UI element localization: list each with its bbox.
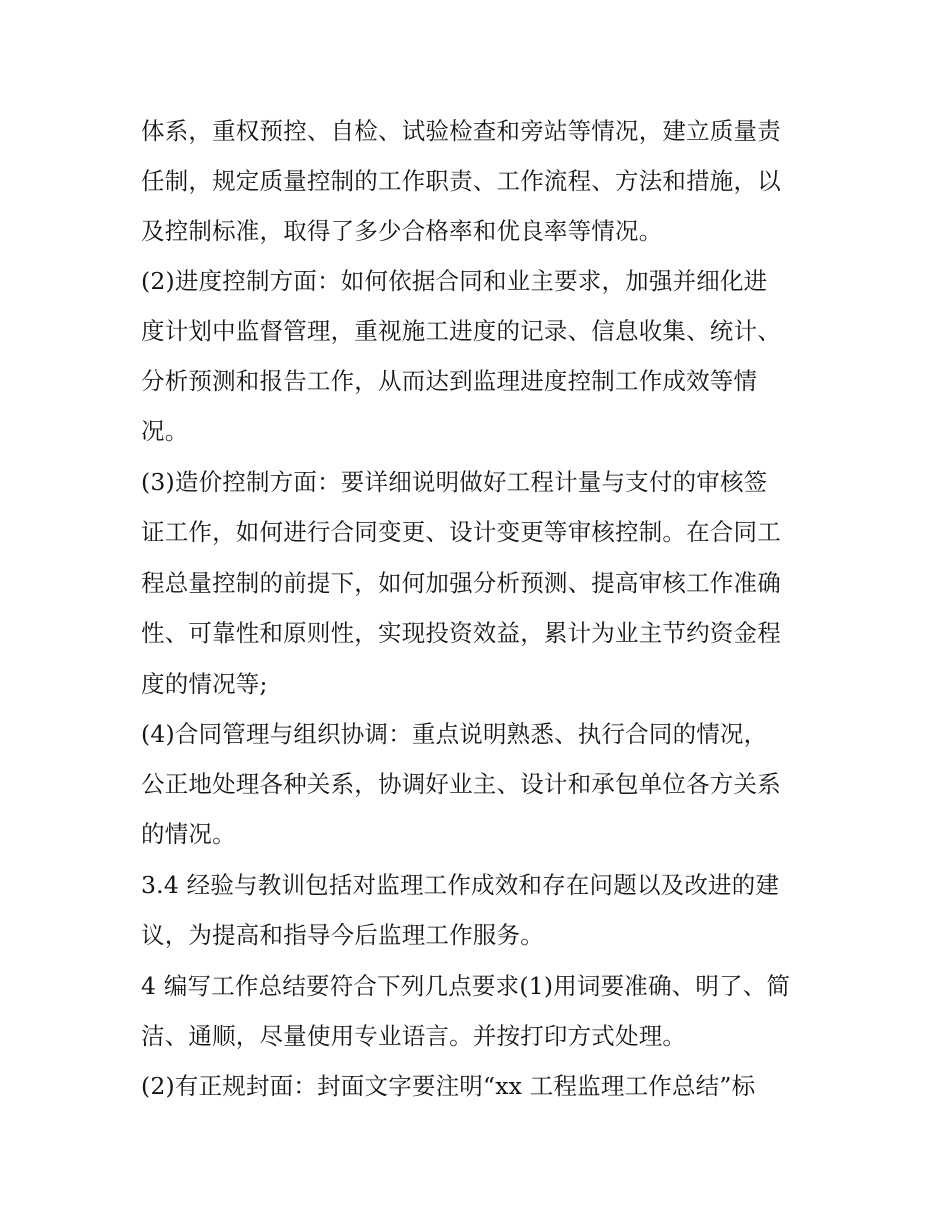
text-line: 及控制标准，取得了多少合格率和优良率等情况。 — [141, 217, 663, 245]
text-line: 证工作，如何进行合同变更、设计变更等审核控制。在合同工 — [141, 518, 781, 546]
text-line: 性、可靠性和原则性，实现投资效益，累计为业主节约资金程 — [141, 619, 781, 647]
text-line: 况。 — [141, 417, 189, 445]
text-line: 体系，重权预控、自检、试验检查和旁站等情况，建立质量责 — [141, 117, 781, 145]
text-line: 度计划中监督管理，重视施工进度的记录、信息收集、统计、 — [141, 317, 781, 345]
text-line: 3.4 经验与教训包括对监理工作成效和存在问题以及改进的建 — [141, 871, 780, 899]
text-line: 公正地处理各种关系，协调好业主、设计和承包单位各方关系 — [141, 770, 781, 798]
text-line: 洁、通顺，尽量使用专业语言。并按打印方式处理。 — [141, 1022, 687, 1050]
text-line: 4 编写工作总结要符合下列几点要求(1)用词要准确、明了、简 — [141, 972, 791, 1000]
text-line: 的情况。 — [141, 820, 236, 848]
text-line: (3)造价控制方面：要详细说明做好工程计量与支付的审核签 — [141, 468, 768, 496]
text-line: (2)进度控制方面：如何依据合同和业主要求，加强并细化进 — [141, 267, 768, 295]
text-line: 分析预测和报告工作，从而达到监理进度控制工作成效等情 — [141, 367, 758, 395]
text-line: 议，为提高和指导今后监理工作服务。 — [141, 921, 544, 949]
text-line: 度的情况等; — [141, 670, 268, 698]
text-line: 程总量控制的前提下，如何加强分析预测、提高审核工作准确 — [141, 569, 781, 597]
text-line: (2)有正规封面：封面文字要注明“xx 工程监理工作总结”标 — [141, 1072, 756, 1100]
text-line: (4)合同管理与组织协调：重点说明熟悉、执行合同的情况， — [141, 720, 768, 748]
text-line: 任制，规定质量控制的工作职责、工作流程、方法和措施，以 — [141, 167, 781, 195]
